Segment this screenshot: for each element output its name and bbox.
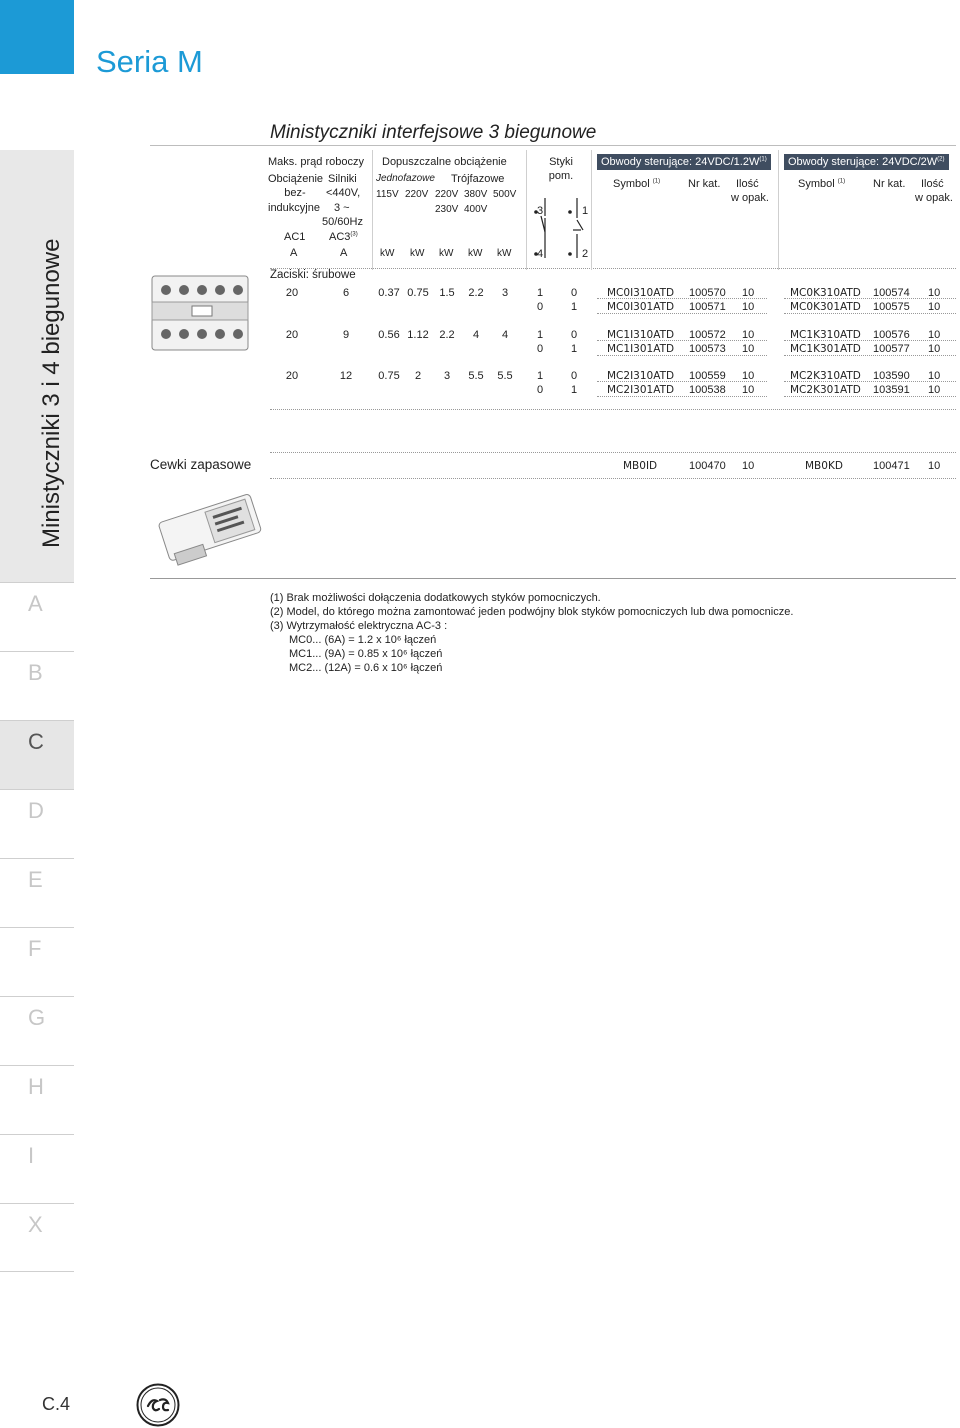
- row0-kw2: 1.5: [439, 287, 455, 299]
- section-rule-bottom: [150, 578, 956, 579]
- row1-c1-qty-2: 10: [742, 343, 755, 355]
- row2-c1-qty-2: 10: [742, 384, 755, 396]
- row1-c2-qty-1: 10: [928, 329, 941, 341]
- row1-c1-symbol-1: MC1I310ATD: [607, 329, 675, 341]
- circuit2-qty-header-2: w opak.: [915, 192, 953, 204]
- spare-top-rule: [270, 452, 956, 453]
- header-load-ac1-2: bez-: [284, 187, 306, 199]
- row-divider: [784, 381, 956, 382]
- row0-contact-no1: 1: [537, 287, 544, 299]
- col-rule: [778, 150, 779, 270]
- row0-c2-symbol-1: MC0K310ATD: [790, 287, 861, 299]
- footnote-2: (2) Model, do którego można zamontować jeden podwójny blok styków pomocniczych lub dwa pomocnicze.: [270, 606, 794, 618]
- footnote-3-mc2: MC2... (12A) = 0.6 x 10⁶ łączeń: [289, 662, 443, 674]
- row0-kw0: 0.37: [378, 287, 400, 299]
- row2-ac3: 12: [339, 370, 353, 382]
- col-rule: [372, 150, 373, 270]
- row2-c2-symbol-1: MC2K310ATD: [790, 370, 861, 382]
- row1-c2-qty-2: 10: [928, 343, 941, 355]
- row0-c1-symbol-2: MC0I301ATD: [607, 301, 675, 313]
- footnote-3: (3) Wytrzymałość elektryczna AC-3 :: [270, 620, 448, 632]
- row1-contact-nc2: 1: [571, 343, 578, 355]
- header-single-phase: Jednofazowe: [376, 173, 435, 184]
- contact-num-1: 1: [582, 205, 589, 217]
- footnote-1: (1) Brak możliwości dołączenia dodatkowych styków pomocniczych.: [270, 592, 601, 604]
- header-v115: 115V: [376, 189, 399, 200]
- sidebar-letter-e[interactable]: E: [0, 858, 74, 927]
- row0-c1-qty-1: 10: [742, 287, 755, 299]
- row2-c1-catno-2: 100538: [689, 384, 726, 396]
- sidebar-letter-f[interactable]: F: [0, 927, 74, 996]
- header-ac1: AC1: [284, 231, 306, 243]
- row0-c1-catno-1: 100570: [689, 287, 726, 299]
- circuit2-qty-header: Ilość: [921, 178, 944, 190]
- sidebar-letter-d[interactable]: D: [0, 789, 74, 858]
- row2-kw0: 0.75: [378, 370, 400, 382]
- row0-c2-qty-1: 10: [928, 287, 941, 299]
- row0-kw1: 0.75: [407, 287, 429, 299]
- row1-c1-catno-2: 100573: [689, 343, 726, 355]
- header-motors-2: <440V,: [326, 187, 361, 199]
- spare-c1-catno: 100470: [689, 460, 726, 472]
- row1-kw2: 2.2: [439, 329, 455, 341]
- header-ac3: AC3$^{(3)}$: [329, 231, 358, 243]
- row0-contact-nc2: 1: [571, 301, 578, 313]
- header-kw-2: kW: [410, 248, 425, 259]
- row-divider: [597, 313, 767, 314]
- row0-c2-symbol-2: MC0K301ATD: [790, 301, 861, 313]
- row1-kw3: 4: [472, 329, 480, 341]
- header-kw-4: kW: [468, 248, 483, 259]
- row2-contact-nc1: 0: [571, 370, 578, 382]
- spare-c2-catno: 100471: [873, 460, 910, 472]
- sidebar-letter-h[interactable]: H: [0, 1065, 74, 1134]
- row1-kw0: 0.56: [378, 329, 400, 341]
- spare-c1-qty: 10: [742, 460, 755, 472]
- row2-c2-qty-1: 10: [928, 370, 941, 382]
- row2-c1-catno-1: 100559: [689, 370, 726, 382]
- contact-num-3: 3: [537, 205, 544, 217]
- spare-coil-image: [148, 484, 270, 572]
- header-permissible-load: Dopuszczalne obciążenie: [382, 156, 507, 168]
- circuit2-header: Obwody sterujące: $24VDC/2W^{(2)}$: [784, 154, 949, 170]
- circuit1-header: Obwody sterujące: $24VDC/1.2W^{(1)}$: [597, 154, 771, 170]
- row0-ac1: 20: [285, 287, 299, 299]
- row1-contact-nc1: 0: [571, 329, 578, 341]
- row1-c2-symbol-1: MC1K310ATD: [790, 329, 861, 341]
- row1-ac3: 9: [342, 329, 350, 341]
- sidebar-letter-index: [0, 582, 74, 1272]
- contact-num-2: 2: [582, 248, 589, 260]
- row2-kw4: 5.5: [497, 370, 513, 382]
- row2-c2-symbol-2: MC2K301ATD: [790, 384, 861, 396]
- sidebar-letter-a[interactable]: A: [0, 582, 74, 651]
- sidebar-letter-g[interactable]: G: [0, 996, 74, 1065]
- header-v220b: 220V: [435, 189, 459, 200]
- row2-kw2: 3: [443, 370, 451, 382]
- row0-c1-qty-2: 10: [742, 301, 755, 313]
- row0-c2-catno-2: 100575: [873, 301, 910, 313]
- header-v400: 400V: [464, 204, 488, 215]
- header-aux-contacts-2: pom.: [548, 170, 574, 182]
- row1-kw4: 4: [501, 329, 509, 341]
- row1-c2-catno-1: 100576: [873, 329, 910, 341]
- section-title: Ministyczniki interfejsowe 3 biegunowe: [270, 122, 597, 143]
- circuit1-symbol-header: Symbol $^{(1)}$: [613, 178, 661, 190]
- row2-contact-nc2: 1: [571, 384, 578, 396]
- row2-c1-qty-1: 10: [742, 370, 755, 382]
- circuit1-qty-header: Ilość: [736, 178, 759, 190]
- row1-ac1: 20: [285, 329, 299, 341]
- terminals-label: Zaciski: śrubowe: [270, 269, 356, 281]
- row2-ac1: 20: [285, 370, 299, 382]
- row-divider: [597, 396, 767, 397]
- circuit1-catno-header: Nr kat.: [688, 178, 721, 190]
- row0-contact-no2: 0: [537, 301, 544, 313]
- header-v230: 230V: [435, 204, 459, 215]
- row0-kw3: 2.2: [468, 287, 484, 299]
- header-max-current: Maks. prąd roboczy: [268, 156, 364, 168]
- spare-bottom-rule: [270, 478, 956, 479]
- row2-c2-qty-2: 10: [928, 384, 941, 396]
- row1-c2-symbol-2: MC1K301ATD: [790, 343, 861, 355]
- row2-kw1: 2: [414, 370, 422, 382]
- header-v500: 500V: [493, 189, 517, 200]
- sidebar: [0, 0, 74, 1428]
- row0-c2-qty-2: 10: [928, 301, 941, 313]
- row1-c1-catno-1: 100572: [689, 329, 726, 341]
- row-divider: [597, 381, 767, 382]
- header-motors-1: Silniki: [328, 173, 357, 185]
- header-motors-4: 50/60Hz: [322, 216, 363, 228]
- row-divider: [784, 355, 956, 356]
- row0-c1-symbol-1: MC0I310ATD: [607, 287, 675, 299]
- header-unit-a1: A: [290, 247, 298, 259]
- row0-kw4: 3: [501, 287, 509, 299]
- row1-c2-catno-2: 100577: [873, 343, 910, 355]
- row1-contact-no1: 1: [537, 329, 544, 341]
- header-v220: 220V: [405, 189, 429, 200]
- row1-c1-qty-1: 10: [742, 329, 755, 341]
- circuit2-catno-header: Nr kat.: [873, 178, 906, 190]
- row1-c1-symbol-2: MC1I301ATD: [607, 343, 675, 355]
- spare-c2-symbol: MB0KD: [805, 460, 843, 472]
- sidebar-letter-c[interactable]: C: [0, 720, 74, 789]
- header-load-ac1-1: Obciążenie: [268, 173, 324, 185]
- row-divider: [597, 340, 767, 341]
- footnote-3-mc0: MC0... (6A) = 1.2 x 10⁶ łączeń: [289, 634, 437, 646]
- row2-c2-catno-2: 103591: [873, 384, 910, 396]
- sidebar-letter-b[interactable]: B: [0, 651, 74, 720]
- row-divider: [784, 298, 956, 299]
- header-kw-1: kW: [380, 248, 395, 259]
- row1-contact-no2: 0: [537, 343, 544, 355]
- sidebar-letter-i[interactable]: I: [0, 1134, 74, 1203]
- row-divider: [597, 355, 767, 356]
- spare-coils-label: Cewki zapasowe: [150, 457, 252, 472]
- row-divider: [784, 340, 956, 341]
- sidebar-letter-x[interactable]: X: [0, 1203, 74, 1272]
- row2-contact-no1: 1: [537, 370, 544, 382]
- header-three-phase: Trójfazowe: [451, 173, 505, 185]
- circuit1-qty-header-2: w opak.: [731, 192, 769, 204]
- row1-kw1: 1.12: [407, 329, 429, 341]
- header-aux-contacts: Styki: [549, 156, 573, 168]
- page-number: C.4: [42, 1394, 71, 1414]
- header-unit-a2: A: [340, 247, 348, 259]
- row-divider: [784, 313, 956, 314]
- circuit2-symbol-header: Symbol $^{(1)}$: [798, 178, 846, 190]
- spare-c2-qty: 10: [928, 460, 941, 472]
- row2-c2-catno-1: 103590: [873, 370, 910, 382]
- footnotes: [270, 591, 793, 675]
- row2-c1-symbol-1: MC2I310ATD: [607, 370, 675, 382]
- footnote-3-mc1: MC1... (9A) = 0.85 x 10⁶ łączeń: [289, 648, 443, 660]
- row2-c1-symbol-2: MC2I301ATD: [607, 384, 675, 396]
- row-divider: [784, 396, 956, 397]
- sidebar-accent-block: [0, 0, 74, 74]
- series-title: Seria M: [96, 44, 203, 79]
- spare-c1-symbol: MB0ID: [623, 460, 658, 472]
- row2-contact-no2: 0: [537, 384, 544, 396]
- header-kw-3: kW: [439, 248, 454, 259]
- row0-c2-catno-1: 100574: [873, 287, 910, 299]
- row0-contact-nc1: 0: [571, 287, 578, 299]
- header-v380: 380V: [464, 189, 488, 200]
- contact-num-4: 4: [537, 248, 544, 260]
- table-bottom-rule: [270, 409, 956, 410]
- header-motors-3: 3 ~: [334, 202, 350, 214]
- row2-kw3: 5.5: [468, 370, 484, 382]
- row0-c1-catno-2: 100571: [689, 301, 726, 313]
- section-rule-top: [150, 145, 956, 146]
- sidebar-chapter-label: Ministyczniki 3 i 4 biegunowe: [38, 238, 65, 548]
- row-divider: [597, 298, 767, 299]
- row0-ac3: 6: [342, 287, 350, 299]
- header-load-ac1-3: indukcyjne: [268, 202, 320, 214]
- contactor-product-image: [148, 268, 254, 358]
- header-kw-5: kW: [497, 248, 512, 259]
- ge-logo-icon: [136, 1383, 180, 1427]
